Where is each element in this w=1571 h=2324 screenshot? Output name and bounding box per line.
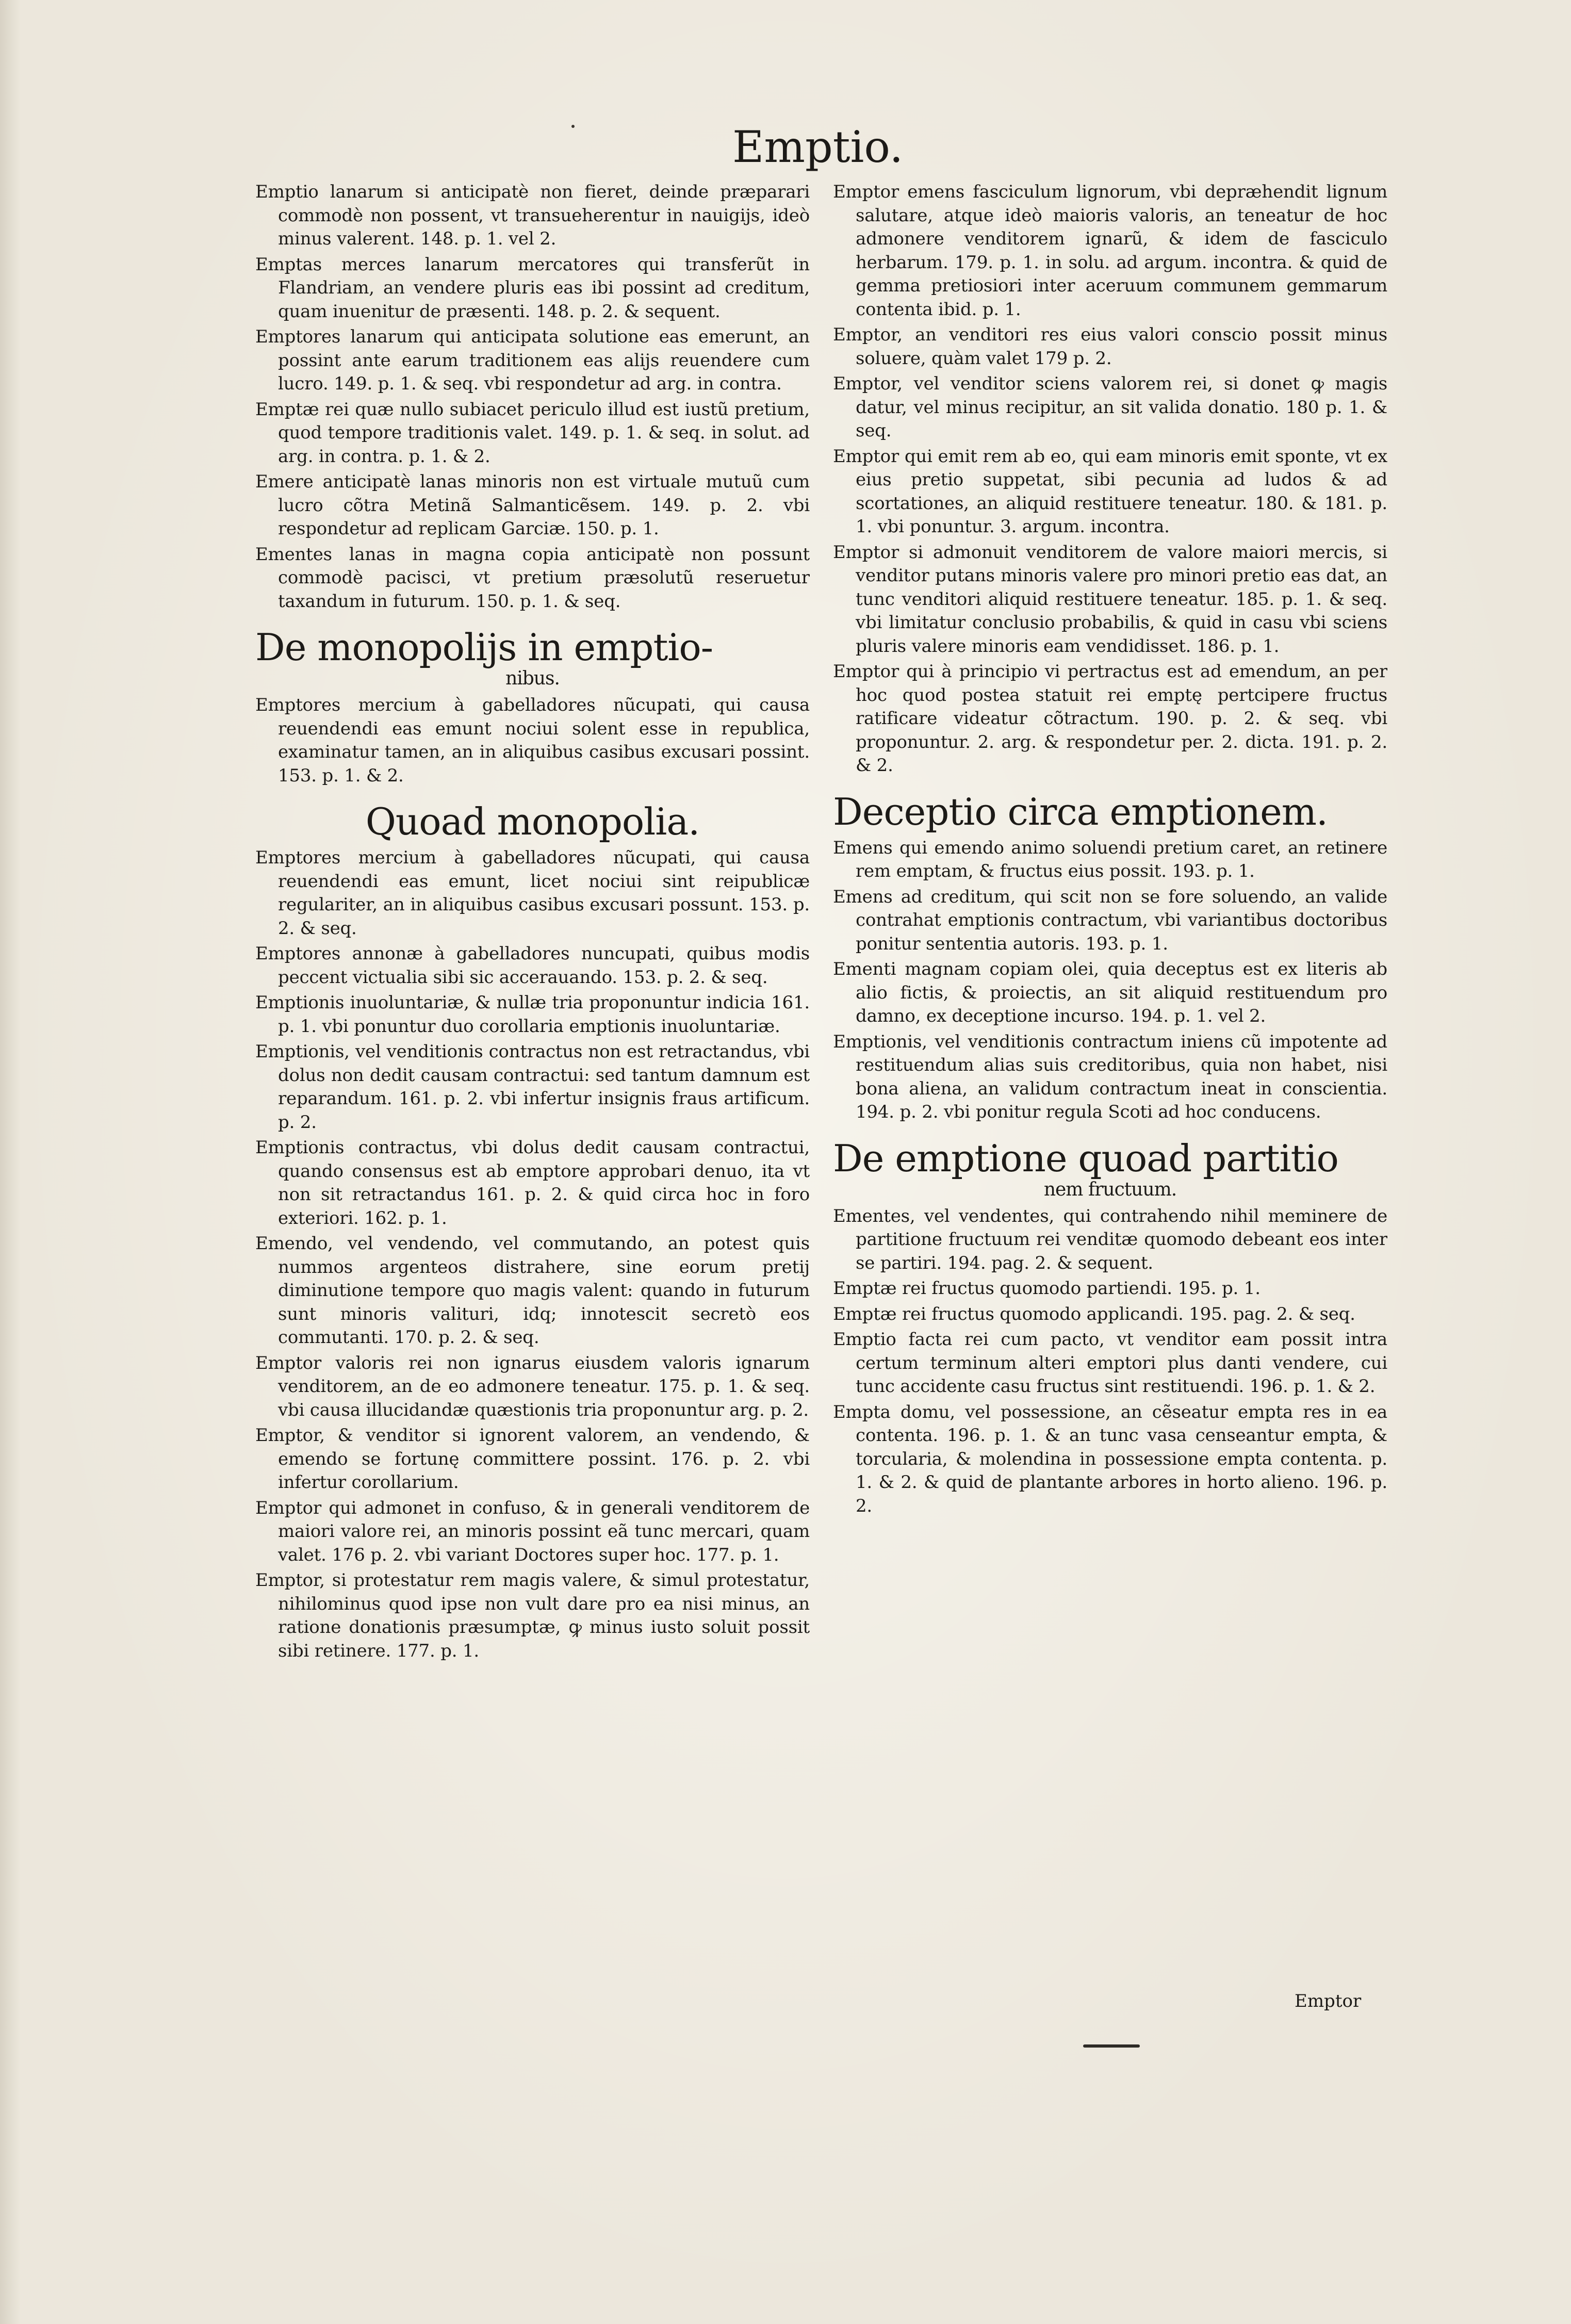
index-entry: Emptas merces lanarum mercatores qui transferũt in Flandriam, an vendere pluris eas ibi possint ad creditum, quam inuenitur de præsenti. 148. p. 2. & sequent. [255,254,810,322]
index-entry: Emptor qui à principio vi pertractus est ad emendum, an per hoc quod postea statuit rei emptę pertcipere fructus ratificare videatur cõtractum. 190. p. 2. & seq. vbi proponuntur. 2. arg. & respondetur per. 2. dicta. 191. p. 2. & 2. [833,661,1387,776]
left-column [255,181,810,1975]
ink-speck [571,125,575,128]
index-entry: Emptæ rei fructus quomodo partiendi. 195. p. 1. [833,1278,1261,1299]
heading-partitio-tail: nem fructuum. [1043,1179,1177,1200]
catchword: Emptor [1295,1991,1362,2011]
right-column [833,181,1387,1975]
index-entry: Emptor qui admonet in confuso, & in generali venditorem de maiori valore rei, an minoris possint eã tunc mercari, quam valet. 176 p. 2. vbi variant Doctores super hoc. 177. p. 1. [255,1497,810,1565]
index-entry: Emptionis contractus, vbi dolus dedit causam contractui, quando consensus est ab emptore approbari denuo, ita vt non sit retractandus 161. p. 2. & quid circa hoc in foro exteriori. 162. p. 1. [255,1137,810,1229]
index-entry: Emptæ rei quæ nullo subiacet periculo illud est iustũ pretium, quod tempore traditionis valet. 149. p. 1. & seq. in solut. ad arg. in contra. p. 1. & 2. [255,399,810,467]
index-entry: Emptor emens fasciculum lignorum, vbi depræhendit lignum salutare, atque ideò maioris valoris, an teneatur de hoc admonere venditorem ignarũ, & idem de fasciculo herbarum. 179. p. 1. in solu. ad argum. incontra. & quid de gemma pretiosiori inter aceruum communem gemmarum contenta ibid. p. 1. [833,182,1387,320]
index-entry: Emptionis, vel venditionis contractum iniens cũ impotente ad restituendum alias suis creditoribus, quia non habet, nisi bona aliena, an validum contractum ineat in conscientia. 194. p. 2. vbi ponitur regula Scoti ad hoc conducens. [833,1031,1387,1122]
index-entry: Ementes, vel vendentes, qui contrahendo nihil meminere de partitione fructuum rei venditæ quomodo debeant eos inter se partiri. 194. pag. 2. & sequent. [833,1205,1387,1273]
entry-list-right-a [833,181,1387,778]
index-entry: Emptor valoris rei non ignarus eiusdem valoris ignarum venditorem, an de eo admonere teneatur. 175. p. 1. & seq. vbi causa illucidandæ quæstionis tria proponuntur arg. p. 2. [255,1352,810,1420]
index-entry: Emptor, an venditori res eius valori conscio possit minus soluere, quàm valet 179 p. 2. [833,324,1387,369]
index-entry: Emendo, vel vendendo, vel commutando, an potest quis nummos argenteos distrahere, sine eorum pretij diminutione tempore quo magis valent: quando in futurum sunt minoris valituri, idq; innotescit secretò eos commutanti. 170. p. 2. & seq. [255,1233,810,1348]
index-entry: Emptor, vel venditor sciens valorem rei, si donet ꝙ magis datur, vel minus recipitur, an sit valida donatio. 180 p. 1. & seq. [833,373,1387,441]
index-entry: Empta domu, vel possessione, an cẽseatur empta res in ea contenta. 196. p. 1. & an tunc vasa censeantur empta, & torcularia, & molendina in possessione empta contenta. p. 1. & 2. & quid de plantante arbores in horto alieno. 196. p. 2. [833,1401,1387,1516]
entry-list-right-b [833,837,1387,1124]
entry-list-right-c [833,1205,1387,1518]
index-entry: Emptor, si protestatur rem magis valere, & simul protestatur, nihilominus quod ipse non vult dare pro ea nisi minus, an ratione donationis præsumptæ, ꝙ minus iusto soluit possit sibi retinere. 177. p. 1. [255,1570,810,1661]
index-entry: Emere anticipatè lanas minoris non est virtuale mutuũ cum lucro cõtra Metinã Salmanticẽsem. 149. p. 2. vbi respondetur ad replicam Garciæ. 150. p. 1. [255,471,810,539]
index-entry: Ementi magnam copiam olei, quia deceptus est ex literis ab alio fictis, & proiectis, an sit aliquid restituendum pro damno, ex deceptione incurso. 194. p. 1. vel 2. [833,959,1387,1026]
index-entry: Emptores mercium à gabelladores nũcupati, qui causa reuendendi eas emunt nociui solent esse in republica, examinatur tamen, an in aliquibus casibus excusari possint. 153. p. 1. & 2. [255,695,810,786]
entry-list-left-b [255,694,810,788]
index-entry: Emptio facta rei cum pacto, vt venditor eam possit intra certum terminum alteri emptori plus danti vendere, cui tunc accidente casu fructus sint restituendi. 196. p. 1. & 2. [833,1329,1387,1397]
entry-list-left-c [255,846,810,1663]
index-entry: Emptor si admonuit venditorem de valore maiori mercis, si venditor putans minoris valere pro minori pretio eas dat, an tunc venditori aliquid restituere teneatur. 185. p. 1. & seq. vbi limitatur conclusio probabilis, & quid in casu vbi sciens pluris valere minoris eam vendidisset. 186. p. 1. [833,542,1387,657]
index-entry: Emptores lanarum qui anticipata solutione eas emerunt, an possint ante earum traditionem eas alijs reuendere cum lucro. 149. p. 1. & seq. vbi respondetur ad arg. in contra. [255,326,810,394]
heading-quoad-monopolia: Quoad monopolia. [365,800,700,843]
heading-deceptio: Deceptio circa emptionem. [833,790,1328,833]
index-entry: Emptæ rei fructus quomodo applicandi. 195. pag. 2. & seq. [833,1303,1355,1324]
heading-partitio [833,1137,1387,1202]
index-entry: Emens qui emendo animo soluendi pretium caret, an retinere rem emptam, & fructus eius possit. 193. p. 1. [833,837,1387,881]
heading-monopolijs-text: De monopolijs in emptio- [255,626,713,669]
index-entry: Ementes lanas in magna copia anticipatè non possunt commodè pacisci, vt pretium præsolutũ reseruetur taxandum in futurum. 150. p. 1. & seq. [255,544,810,612]
index-entry: Emptio lanarum si anticipatè non fieret, deinde præparari commodè non possent, vt transueherentur in nauigijs, ideò minus valerent. 148. p. 1. vel 2. [255,182,810,249]
running-head: Emptio. [732,122,904,172]
heading-partitio-text: De emptione quoad partitio [833,1136,1338,1180]
index-entry: Emptor qui emit rem ab eo, qui eam minoris emit sponte, vt ex eius pretio suppetat, sibi pecunia ad ludos & ad scortationes, an aliquid restituere teneatur. 180. & 181. p. 1. vbi ponuntur. 3. argum. incontra. [833,446,1387,537]
index-entry: Emens ad creditum, qui scit non se fore soluendo, an valide contrahat emptionis contractum, vbi variantibus doctoribus ponitur sententia autoris. 193. p. 1. [833,886,1387,954]
index-entry: Emptores mercium à gabelladores nũcupati, qui causa reuendendi eas emunt, licet nociui sint reipublicæ regulariter, an in aliquibus casibus excusari possunt. 153. p. 2. & seq. [255,847,810,939]
ink-smudge [1083,2044,1140,2048]
heading-monopolijs [255,626,810,691]
entry-list-left-a [255,181,810,613]
index-entry: Emptor, & venditor si ignorent valorem, an vendendo, & emendo se fortunę committere possint. 176. p. 2. vbi infertur corollarium. [255,1425,810,1493]
index-entry: Emptores annonæ à gabelladores nuncupati, quibus modis peccent victualia sibi sic accerauando. 153. p. 2. & seq. [255,943,810,988]
heading-monopolijs-tail: nibus. [505,668,560,689]
index-entry: Emptionis inuoluntariæ, & nullæ tria proponuntur indicia 161. p. 1. vbi ponuntur duo corollaria emptionis inuoluntariæ. [255,992,810,1037]
index-entry: Emptionis, vel venditionis contractus non est retractandus, vbi dolus non dedit causam contractui: sed tantum damnum est reparandum. 161. p. 2. vbi infertur insignis fraus artificum. p. 2. [255,1041,810,1133]
